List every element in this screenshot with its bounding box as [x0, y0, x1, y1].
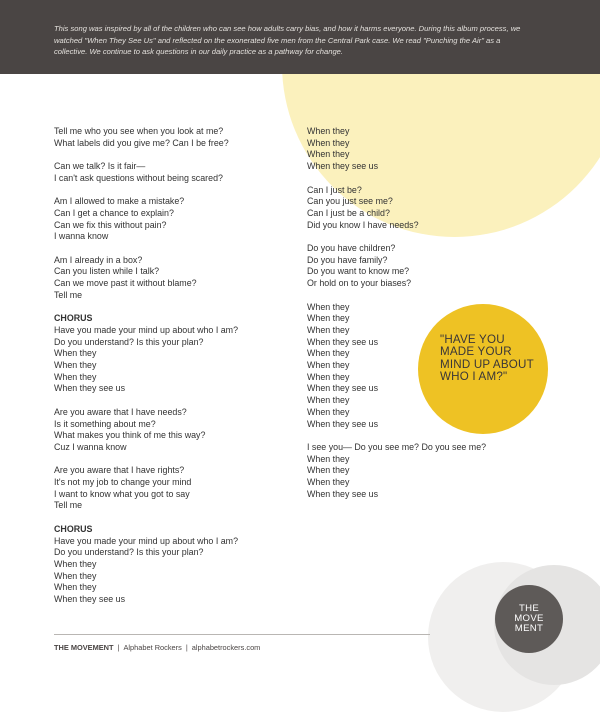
- lyric-line: When they: [307, 395, 350, 406]
- lyric-line: Tell me who you see when you look at me?: [54, 126, 224, 136]
- lyric-line: Tell me: [54, 500, 83, 511]
- lyric-line: When they see us: [54, 383, 126, 394]
- stanza: [54, 196, 294, 243]
- lyric-line: When they: [307, 301, 350, 312]
- lyric-line: When they see us: [307, 336, 379, 347]
- footer-website: alphabetrockers.com: [191, 643, 261, 652]
- footer-divider: [54, 634, 430, 635]
- lyric-line: When they: [307, 360, 350, 371]
- pull-quote: "HAVE YOU MADE YOUR MIND UP ABOUT WHO I AM?": [440, 333, 534, 384]
- chorus-label: CHORUS: [54, 313, 93, 324]
- lyric-line: When they: [54, 360, 97, 370]
- stanza: [307, 243, 547, 290]
- lyric-line: When they: [307, 477, 350, 488]
- logo-line: MOVE: [514, 612, 544, 624]
- lyric-line: When they see us: [307, 418, 379, 429]
- intro-text: This song was inspired by all of the children who can see how adults carry bias, and how it harms everyone. During this album process, we watched "When They See Us" and reflected on the exonerated five men from the Central Park case. We read "Punching the Air" as a collective. We continue to ask questions in our daily practice as a pathway for change.: [54, 24, 521, 56]
- intro-banner: [0, 0, 600, 74]
- stanza: [54, 524, 294, 606]
- lyric-line: Can I just be?: [307, 184, 362, 195]
- lyric-line: Am I already in a box?: [54, 254, 143, 265]
- lyric-line: When they: [54, 570, 97, 581]
- stanza: [54, 161, 294, 184]
- logo-line: MENT: [514, 622, 544, 634]
- lyric-line: When they: [307, 371, 350, 382]
- lyric-line: When they: [54, 348, 97, 359]
- lyric-line: Do you have family?: [307, 254, 388, 265]
- lyric-line: Can you listen while I talk?: [54, 266, 160, 277]
- lyric-line: Do you have children?: [307, 243, 396, 253]
- lyric-line: When they: [307, 324, 350, 335]
- lyric-line: What makes you think of me this way?: [54, 430, 206, 441]
- lyric-line: When they: [307, 465, 350, 476]
- lyric-line: When they: [54, 558, 97, 569]
- lyric-line: Cuz I wanna know: [54, 441, 127, 452]
- lyric-line: It's not my job to change your mind: [54, 477, 192, 487]
- lyric-line: Have you made your mind up about who I am?: [54, 535, 239, 546]
- lyric-line: When they see us: [307, 161, 379, 172]
- lyric-line: Can I get a chance to explain?: [54, 207, 174, 218]
- lyric-line: Did you know I have needs?: [307, 219, 419, 230]
- lyric-line: Can we fix this without pain?: [54, 219, 167, 230]
- lyric-line: When they: [307, 406, 350, 417]
- stanza: [54, 313, 294, 395]
- lyric-line: Do you understand? Is this your plan?: [54, 336, 204, 347]
- lyric-line: Do you want to know me?: [307, 266, 410, 277]
- footer-separator: |: [185, 643, 188, 652]
- lyric-line: When they: [307, 126, 350, 136]
- lyric-line: I can't ask questions without being scared?: [54, 172, 223, 183]
- lyric-line: Can I just be a child?: [307, 207, 390, 218]
- lyric-line: Tell me: [54, 289, 83, 300]
- lyric-line: When they see us: [307, 383, 379, 394]
- movement-logo: [495, 604, 563, 633]
- lyric-line: I see you— Do you see me? Do you see me?: [307, 441, 487, 452]
- footer-artist: Alphabet Rockers: [123, 643, 182, 652]
- lyric-line: Are you aware that I have rights?: [54, 465, 185, 476]
- lyric-line: When they: [307, 149, 350, 160]
- stanza: [54, 465, 294, 512]
- lyric-line: When they see us: [54, 594, 126, 605]
- lyric-line: Can you just see me?: [307, 196, 393, 207]
- lyrics-column-left: [54, 126, 294, 617]
- stanza: [307, 442, 547, 501]
- stanza: [307, 185, 547, 232]
- stanza: [54, 407, 294, 454]
- lyric-line: Is it something about me?: [54, 418, 156, 429]
- stanza: [54, 255, 294, 302]
- footer: [54, 643, 260, 652]
- lyric-line: Can we move past it without blame?: [54, 278, 197, 289]
- footer-title: THE MOVEMENT: [54, 643, 114, 652]
- lyric-line: I want to know what you got to say: [54, 488, 190, 499]
- lyric-line: When they: [307, 348, 350, 359]
- footer-separator: |: [117, 643, 120, 652]
- chorus-label: CHORUS: [54, 523, 93, 534]
- lyric-line: When they see us: [307, 488, 379, 499]
- lyric-line: Are you aware that I have needs?: [54, 406, 187, 417]
- logo-line: THE: [518, 603, 540, 614]
- lyric-line: When they: [54, 582, 97, 593]
- lyric-line: Do you understand? Is this your plan?: [54, 547, 204, 558]
- lyric-line: I wanna know: [54, 231, 109, 242]
- lyric-line: Or hold on to your biases?: [307, 278, 412, 289]
- lyric-line: When they: [307, 137, 350, 148]
- lyric-line: What labels did you give me? Can I be free?: [54, 137, 229, 148]
- lyric-line: Can we talk? Is it fair—: [54, 161, 146, 172]
- lyric-line: Have you made your mind up about who I am?: [54, 324, 239, 335]
- lyric-line: Am I allowed to make a mistake?: [54, 196, 185, 207]
- lyric-line: When they: [54, 371, 97, 382]
- lyric-line: When they: [307, 453, 350, 464]
- stanza: [307, 126, 547, 173]
- stanza: [54, 126, 294, 149]
- lyric-line: When they: [307, 313, 350, 324]
